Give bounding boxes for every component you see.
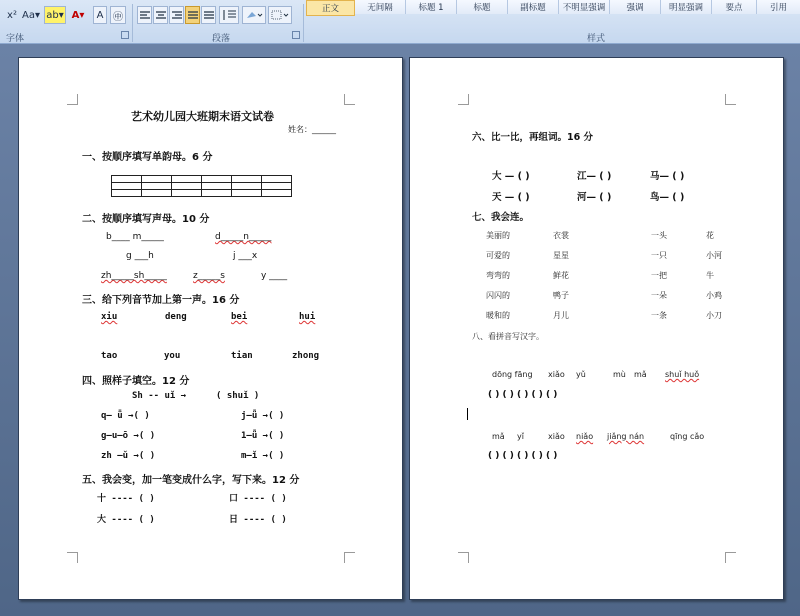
distributed-icon[interactable] bbox=[201, 6, 216, 24]
section-5-heading: 五、我会变，加一笔变成什么字，写下来。12 分 bbox=[82, 475, 300, 486]
align-left-icon[interactable] bbox=[137, 6, 152, 24]
s2-item: j ___x bbox=[233, 251, 258, 261]
style-label: 强调 bbox=[626, 3, 644, 13]
s6-item: 马— ( ) bbox=[650, 171, 685, 182]
match-item: 弯弯的 bbox=[486, 271, 510, 280]
style-quote[interactable] bbox=[757, 0, 800, 14]
pinyin-item: xiu bbox=[101, 312, 118, 322]
s4-example: ( shuǐ ) bbox=[216, 391, 260, 401]
s2-item: d_____n_____ bbox=[215, 232, 272, 242]
shading-icon[interactable] bbox=[242, 6, 266, 24]
match-item: 闪闪的 bbox=[486, 291, 510, 300]
text-cursor bbox=[467, 408, 468, 420]
s4-item: j—ǖ →( ) bbox=[241, 411, 285, 421]
s5-item: 十 ---- ( ) bbox=[97, 494, 155, 504]
match-item: 鲜花 bbox=[553, 271, 569, 280]
pinyin-item: yǐ bbox=[517, 432, 524, 441]
separator bbox=[303, 4, 304, 42]
style-emphasis[interactable] bbox=[610, 0, 661, 14]
s5-item: 大 ---- ( ) bbox=[97, 515, 155, 525]
pinyin-item: mǎ bbox=[492, 432, 505, 441]
change-case-button[interactable]: Aa▾ bbox=[22, 9, 40, 21]
s6-item: 河— ( ) bbox=[577, 192, 612, 203]
style-label: 要点 bbox=[725, 3, 743, 13]
answer-brackets: ( ) ( ) ( ) ( ) ( ) bbox=[488, 451, 558, 461]
match-item: 小河 bbox=[706, 251, 722, 260]
pinyin-item: deng bbox=[165, 312, 187, 322]
pinyin-item: zhong bbox=[292, 351, 320, 361]
style-heading1[interactable] bbox=[406, 0, 457, 14]
paragraph-dialog-launcher-icon[interactable] bbox=[292, 31, 300, 39]
margin-mark bbox=[458, 552, 469, 563]
style-label: 明显强调 bbox=[668, 3, 703, 13]
name-field: 姓名：______ bbox=[288, 125, 336, 134]
highlight-color-button[interactable]: ab▾ bbox=[44, 6, 66, 24]
align-center-icon[interactable] bbox=[153, 6, 168, 24]
align-right-icon[interactable] bbox=[169, 6, 184, 24]
style-label: 无间隔 bbox=[367, 3, 393, 13]
borders-icon[interactable] bbox=[268, 6, 292, 24]
style-label: 正文 bbox=[321, 4, 339, 14]
match-item: 牛 bbox=[706, 271, 714, 280]
margin-mark bbox=[725, 94, 736, 105]
margin-mark bbox=[67, 94, 78, 105]
paragraph-group-label: 段落 bbox=[212, 34, 231, 44]
s4-item: 1—ǖ →( ) bbox=[241, 431, 285, 441]
pinyin-item: mù bbox=[613, 370, 626, 379]
s2-item: zh_____sh_____ bbox=[101, 271, 167, 281]
page-2[interactable] bbox=[409, 57, 784, 600]
doc-title: 艺术幼儿园大班期末语文试卷 bbox=[131, 110, 274, 123]
margin-mark bbox=[67, 552, 78, 563]
vowel-grid bbox=[111, 175, 292, 197]
match-item: 一只 bbox=[651, 251, 667, 260]
section-3-heading: 三、给下列音节加上第一声。16 分 bbox=[82, 295, 240, 306]
section-4-heading: 四、照样子填空。12 分 bbox=[82, 376, 190, 387]
section-2-heading: 二、按顺序填写声母。10 分 bbox=[82, 214, 210, 225]
s6-item: 大 — ( ) bbox=[492, 171, 530, 182]
style-no-spacing[interactable] bbox=[355, 0, 406, 14]
match-item: 一条 bbox=[651, 311, 667, 320]
page-1[interactable] bbox=[18, 57, 403, 600]
style-title[interactable] bbox=[457, 0, 508, 14]
match-item: 衣裳 bbox=[553, 231, 569, 240]
section-6-heading: 六、比一比，再组词。16 分 bbox=[472, 132, 594, 143]
s2-item: z_____s bbox=[193, 271, 225, 281]
superscript-button[interactable]: x² bbox=[7, 9, 17, 21]
s4-item: m—ǐ →( ) bbox=[241, 451, 285, 461]
match-item: 小鸡 bbox=[706, 291, 722, 300]
section-8-heading: 八、看拼音写汉字。 bbox=[472, 332, 544, 341]
match-item: 鸭子 bbox=[553, 291, 569, 300]
section-1-heading: 一、按顺序填写单韵母。6 分 bbox=[82, 152, 213, 163]
enclose-char-button[interactable]: ㊥ bbox=[110, 6, 126, 24]
justify-icon[interactable] bbox=[185, 6, 200, 24]
s4-item: q— ǖ →( ) bbox=[101, 411, 150, 421]
match-item: 可爱的 bbox=[486, 251, 510, 260]
pinyin-item: tian bbox=[231, 351, 253, 361]
margin-mark bbox=[458, 94, 469, 105]
style-intense-emphasis[interactable] bbox=[661, 0, 712, 14]
style-label: 副标题 bbox=[520, 3, 546, 13]
style-strong[interactable] bbox=[712, 0, 757, 14]
s5-item: 日 ---- ( ) bbox=[229, 515, 287, 525]
match-item: 星星 bbox=[553, 251, 569, 260]
style-subtitle[interactable] bbox=[508, 0, 559, 14]
style-label: 标题 bbox=[473, 3, 491, 13]
pinyin-item: shuǐ huǒ bbox=[665, 370, 700, 379]
match-item: 月儿 bbox=[553, 311, 569, 320]
pinyin-item: jiǎng nán bbox=[607, 432, 645, 441]
pinyin-item: bei bbox=[231, 312, 248, 322]
match-item: 小刀 bbox=[706, 311, 722, 320]
s4-item: zh —ǔ →( ) bbox=[101, 451, 156, 461]
answer-brackets: ( ) ( ) ( ) ( ) ( ) bbox=[488, 390, 558, 400]
margin-mark bbox=[725, 552, 736, 563]
s4-example: Sh -- uǐ → bbox=[132, 391, 187, 401]
pinyin-item: niǎo bbox=[576, 432, 594, 441]
ribbon bbox=[0, 0, 800, 44]
font-group-label: 字体 bbox=[6, 34, 25, 44]
section-7-heading: 七、我会连。 bbox=[472, 212, 530, 223]
style-label: 不明显强调 bbox=[562, 3, 606, 13]
pinyin-item: hui bbox=[299, 312, 316, 322]
separator bbox=[132, 4, 133, 42]
styles-group-label: 样式 bbox=[587, 34, 606, 44]
margin-mark bbox=[344, 94, 355, 105]
match-item: 暖和的 bbox=[486, 311, 510, 320]
style-normal[interactable] bbox=[306, 0, 355, 16]
s6-item: 鸟— ( ) bbox=[650, 192, 685, 203]
style-subtle-emphasis[interactable] bbox=[559, 0, 610, 14]
style-label: 引用 bbox=[769, 3, 787, 13]
s6-item: 天 — ( ) bbox=[492, 192, 530, 203]
pinyin-item: tao bbox=[101, 351, 118, 361]
pinyin-item: mǎ bbox=[634, 370, 647, 379]
pinyin-item: xiǎo bbox=[548, 370, 565, 379]
s4-item: g—u—ō →( ) bbox=[101, 431, 156, 441]
s5-item: 口 ---- ( ) bbox=[229, 494, 287, 504]
s2-item: b____ m_____ bbox=[106, 232, 164, 242]
pinyin-item: dōng fāng bbox=[492, 370, 533, 379]
match-item: 一朵 bbox=[651, 291, 667, 300]
font-dialog-launcher-icon[interactable] bbox=[121, 31, 129, 39]
match-item: 花 bbox=[706, 231, 714, 240]
pinyin-item: qīng cǎo bbox=[670, 432, 705, 441]
pinyin-item: you bbox=[164, 351, 181, 361]
s6-item: 江— ( ) bbox=[577, 171, 612, 182]
match-item: 美丽的 bbox=[486, 231, 510, 240]
pinyin-item: xiǎo bbox=[548, 432, 565, 441]
match-item: 一头 bbox=[651, 231, 667, 240]
line-spacing-icon[interactable] bbox=[219, 6, 239, 24]
document-canvas bbox=[0, 44, 800, 616]
font-color-button[interactable]: A▾ bbox=[71, 9, 85, 21]
pinyin-item: yǔ bbox=[576, 370, 586, 379]
match-item: 一把 bbox=[651, 271, 667, 280]
char-shading-button[interactable]: A bbox=[93, 6, 107, 24]
margin-mark bbox=[344, 552, 355, 563]
s2-item: y ____ bbox=[261, 271, 288, 281]
style-label: 标题 1 bbox=[418, 3, 444, 13]
s2-item: g ___h bbox=[126, 251, 154, 261]
